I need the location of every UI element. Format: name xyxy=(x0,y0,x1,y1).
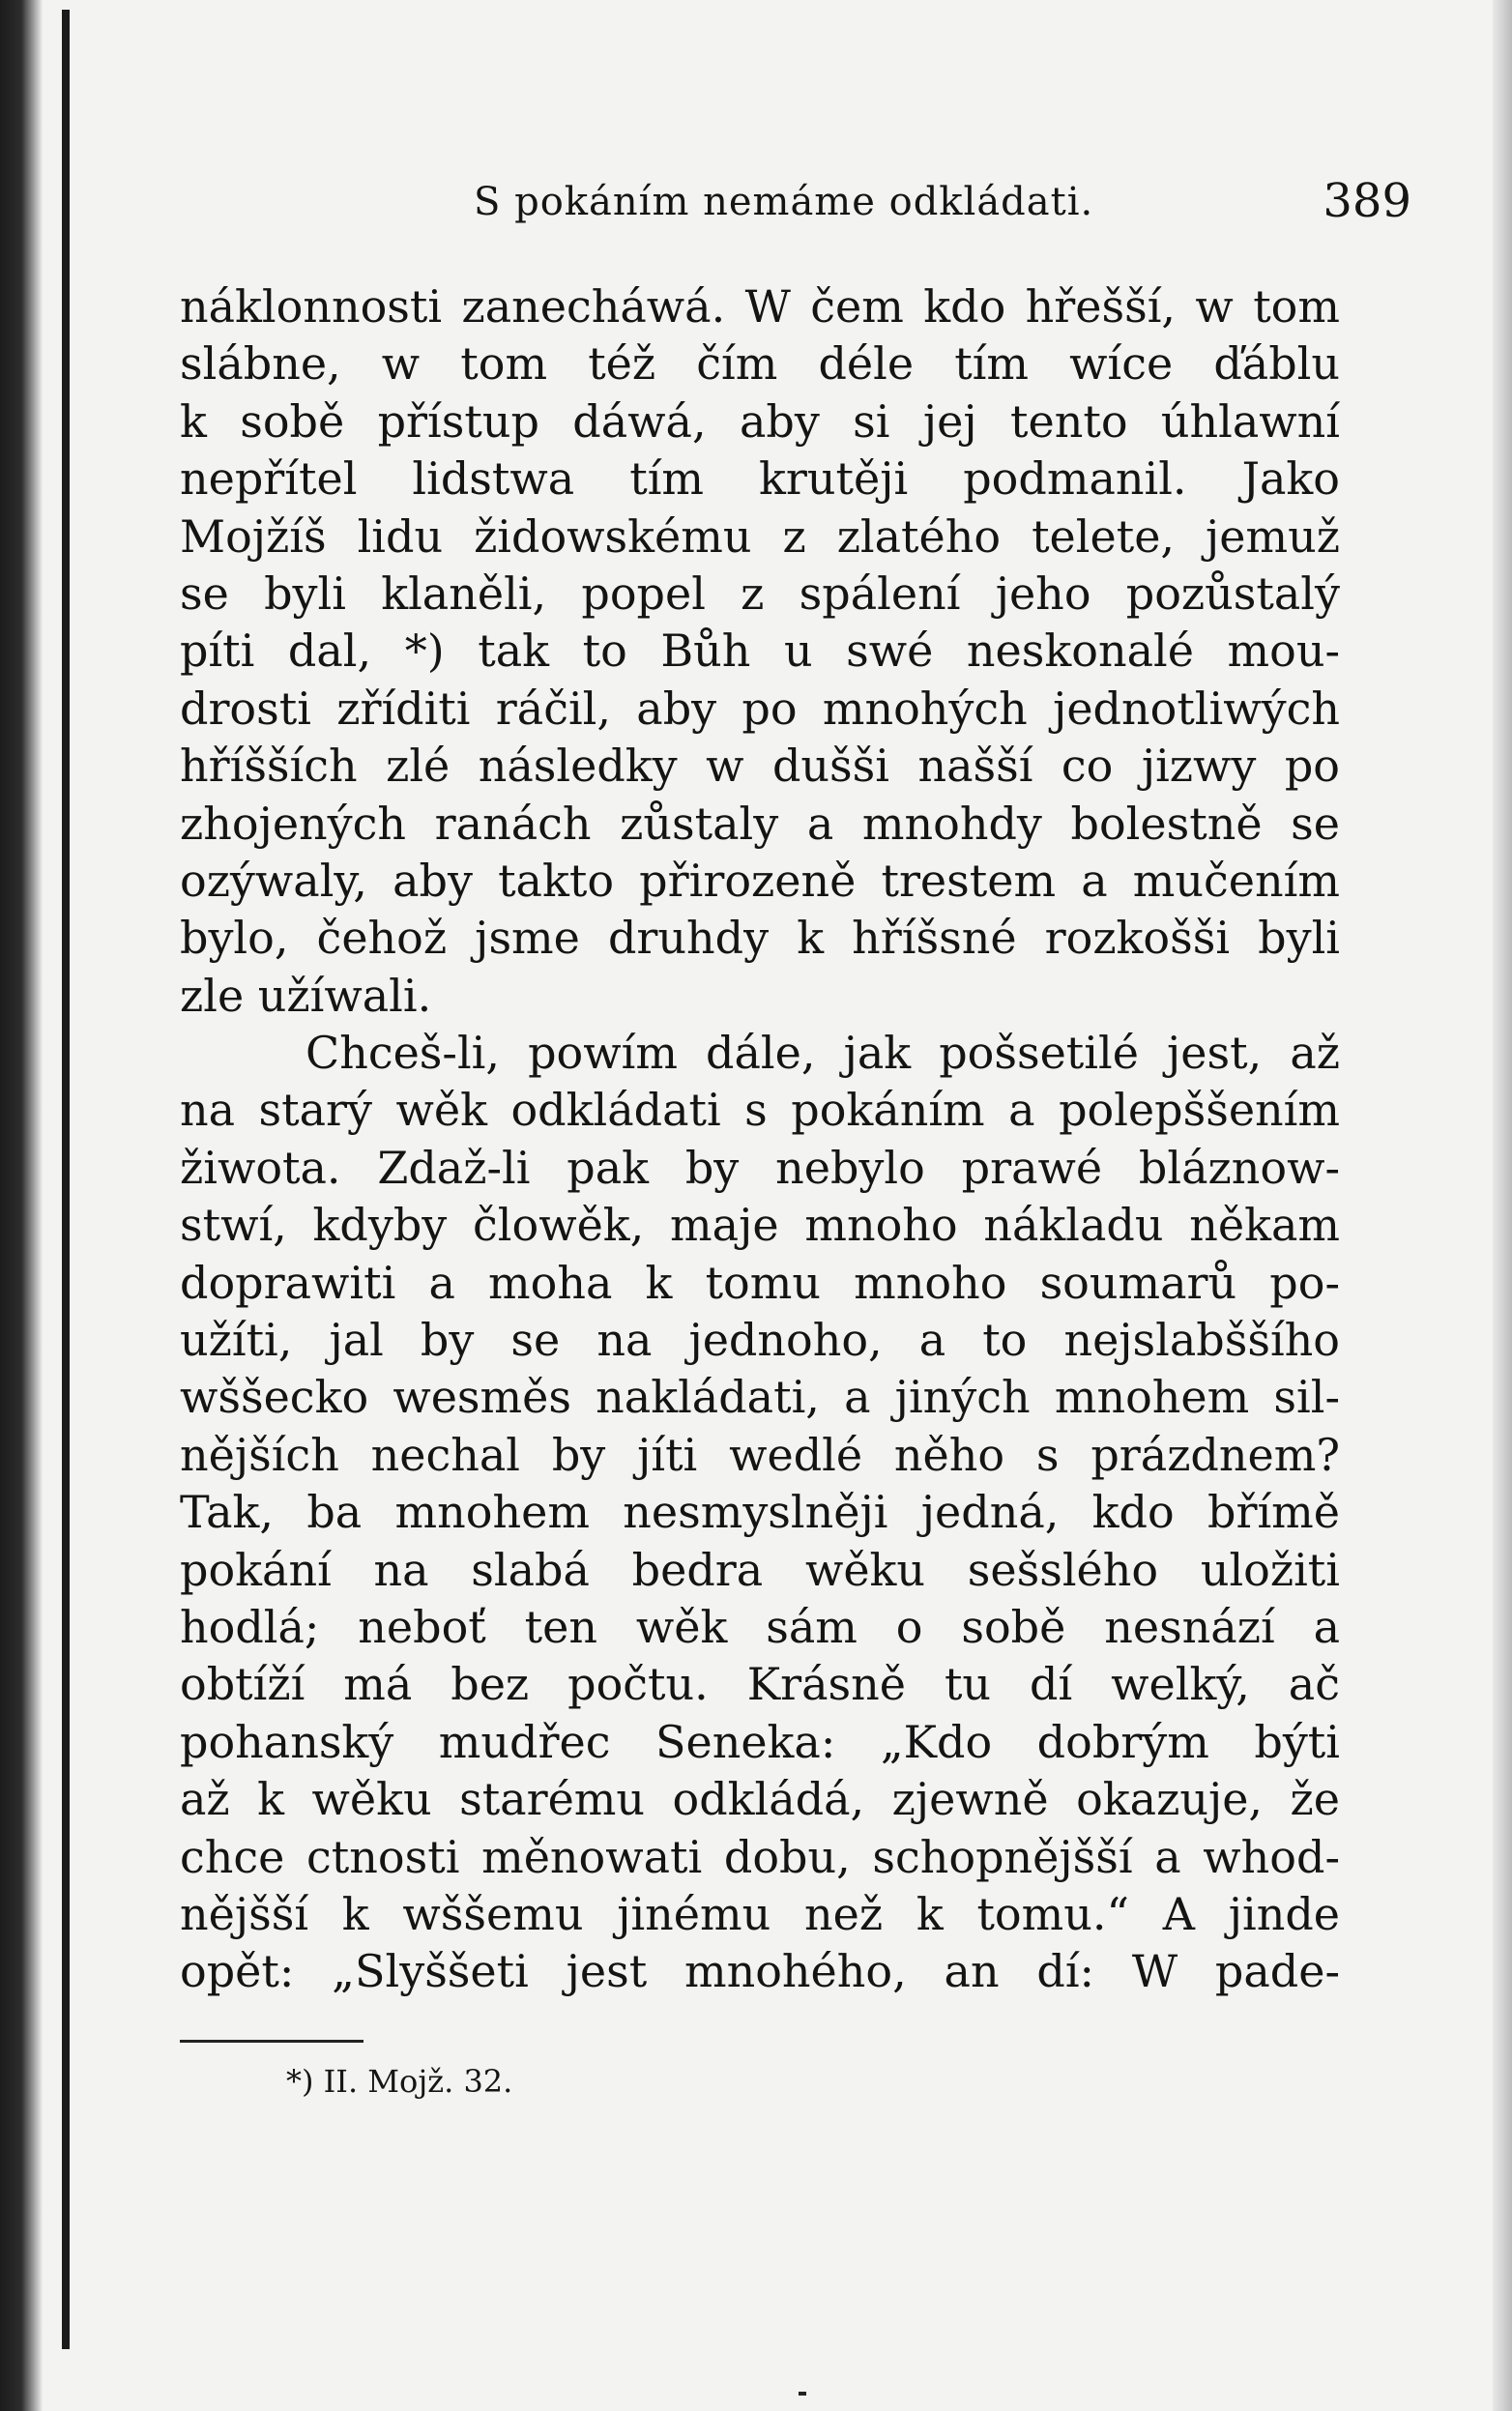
text-line: užíti, jal by se na jednoho, a to nejslabššího xyxy=(180,1314,1340,1367)
ink-speck xyxy=(799,2392,806,2396)
text-line: opět: „Slyššeti jest mnohého, an dí: W pade- xyxy=(180,1945,1340,1998)
text-line: nepřítel lidstwa tím krutěji podmanil. Jako xyxy=(180,452,1340,506)
text-line: až k wěku starému odkládá, zjewně okazuje, že xyxy=(180,1773,1340,1826)
text-line: zhojených ranách zůstaly a mnohdy bolestně se xyxy=(180,797,1340,850)
text-line: pokání na slabá bedra wěku sešslého uložiti xyxy=(180,1543,1340,1596)
text-line: se byli klaněli, popel z spálení jeho pozůstalý xyxy=(180,566,1340,620)
running-title: S pokáním nemáme odkládati. xyxy=(474,180,1094,224)
page-header xyxy=(474,174,1411,242)
text-line: Tak, ba mnohem nesmyslněji jedná, kdo břímě xyxy=(180,1486,1340,1539)
text-line: nějších nechal by jíti wedlé něho s prázdnem? xyxy=(180,1428,1340,1481)
text-line: obtíží má bez počtu. Krásně tu dí welký, ač xyxy=(180,1658,1340,1711)
text-line: nějšší k wššemu jinému než k tomu.“ A jinde xyxy=(180,1887,1340,1940)
text-line: doprawiti a moha k tomu mnoho soumarů po- xyxy=(180,1256,1340,1309)
text-line: zle užíwali. xyxy=(180,969,432,1022)
text-line: pohanský mudřec Seneka: „Kdo dobrým býti xyxy=(180,1715,1340,1768)
text-line: drosti zříditi ráčil, aby po mnohých jednotliwých xyxy=(180,682,1340,735)
text-line: k sobě přístup dáwá, aby si jej tento úhlawní xyxy=(180,394,1340,448)
text-line: ozýwaly, aby takto přirozeně trestem a mučením xyxy=(180,854,1340,907)
text-line: náklonnosti zanecháwá. W čem kdo hřešší, w tom xyxy=(180,280,1340,333)
text-line: bylo, čehož jsme druhdy k hříšsné rozkošši byli xyxy=(180,912,1340,965)
text-line: hříšších zlé následky w dušši našší co jizwy po xyxy=(180,740,1340,793)
text-line: píti dal, *) tak to Bůh u swé neskonalé mou- xyxy=(180,625,1340,678)
text-line: hodlá; neboť ten wěk sám o sobě nesnází a xyxy=(180,1600,1340,1653)
binding-edge-shadow xyxy=(62,10,70,2349)
text-line: Mojžíš lidu židowskému z zlatého telete, jemuž xyxy=(180,509,1340,563)
page-number: 389 xyxy=(1323,174,1411,228)
footnote: *) II. Mojž. 32. xyxy=(286,2063,513,2100)
text-line: chce ctnosti měnowati dobu, schopnějšší a whod- xyxy=(180,1830,1340,1883)
text-line: slábne, w tom též čím déle tím wíce ďáblu xyxy=(180,337,1340,391)
text-line: stwí, kdyby člowěk, maje mnoho nákladu někam xyxy=(180,1199,1340,1252)
text-line-paragraph-start: Chceš-li, powím dále, jak pošsetilé jest, až xyxy=(305,1027,1340,1080)
text-line: žiwota. Zdaž-li pak by nebylo prawé bláznow- xyxy=(180,1141,1340,1194)
text-line: na starý wěk odkládati s pokáním a polepššením xyxy=(180,1084,1340,1137)
text-line: wššecko wesměs nakládati, a jiných mnohem sil- xyxy=(180,1371,1340,1424)
body-text xyxy=(180,278,1340,2001)
footnote-divider xyxy=(180,2040,363,2043)
